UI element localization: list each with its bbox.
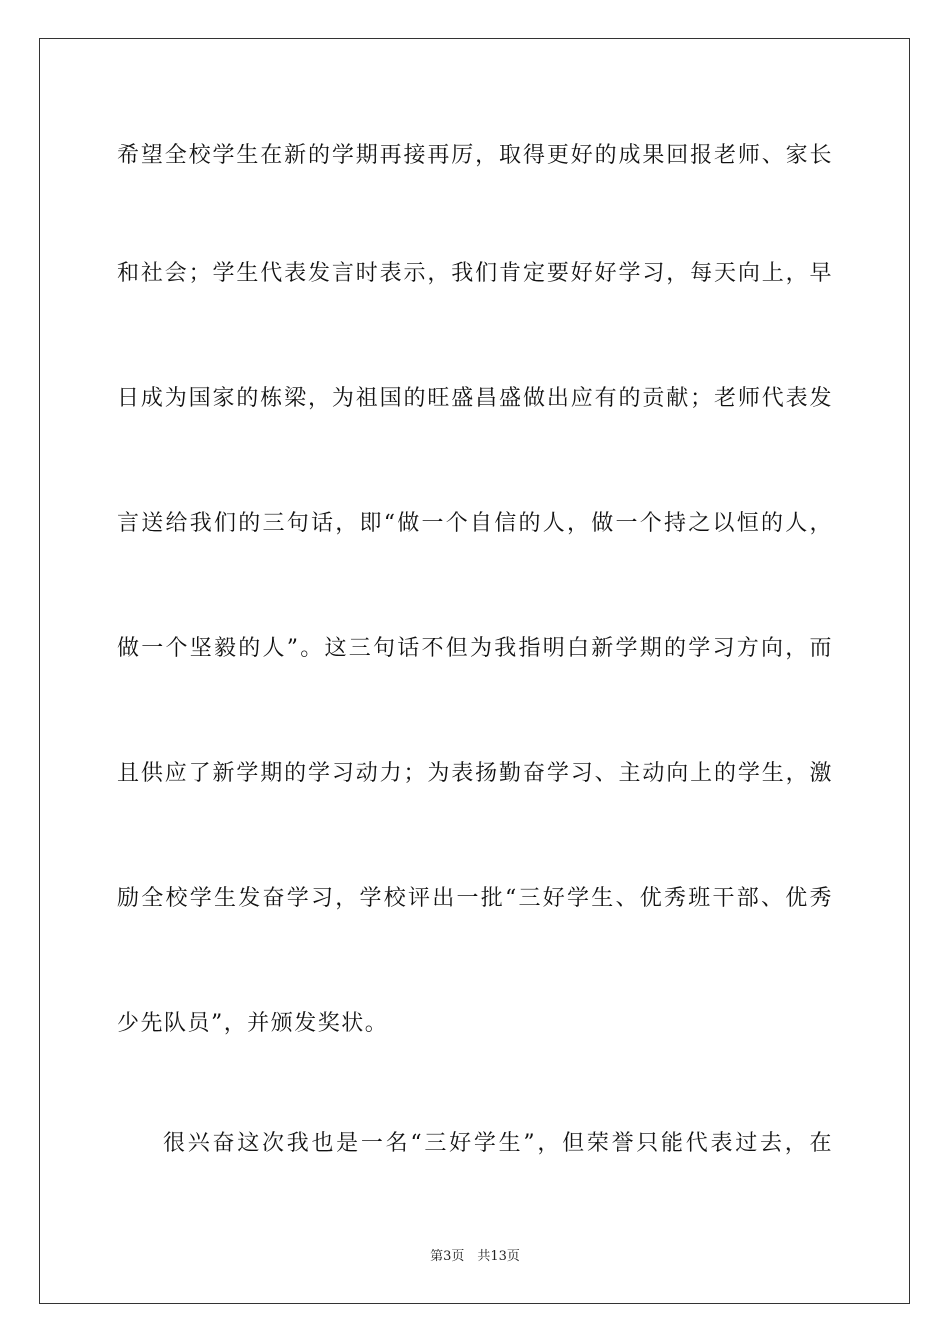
paragraph-line: 做一个坚毅的人”。这三句话不但为我指明白新学期的学习方向，而 xyxy=(117,636,833,661)
paragraph-line: 言送给我们的三句话，即“做一个自信的人，做一个持之以恒的人， xyxy=(117,511,833,536)
paragraph-line: 和社会；学生代表发言时表示，我们肯定要好好学习，每天向上，早 xyxy=(117,261,833,286)
paragraph-line: 希望全校学生在新的学期再接再厉，取得更好的成果回报老师、家长 xyxy=(117,143,833,168)
paragraph-line: 很兴奋这次我也是一名“三好学生”，但荣誉只能代表过去，在 xyxy=(163,1131,833,1156)
paragraph-line: 励全校学生发奋学习，学校评出一批“三好学生、优秀班干部、优秀 xyxy=(117,886,833,911)
paragraph-line: 日成为国家的栋梁，为祖国的旺盛昌盛做出应有的贡献；老师代表发 xyxy=(117,386,833,411)
paragraph-line: 少先队员”，并颁发奖状。 xyxy=(117,1011,389,1036)
page-number-footer: 第3页 共13页 xyxy=(430,1249,520,1264)
paragraph-line: 且供应了新学期的学习动力；为表扬勤奋学习、主动向上的学生，激 xyxy=(117,761,833,786)
page-border xyxy=(39,38,910,1304)
